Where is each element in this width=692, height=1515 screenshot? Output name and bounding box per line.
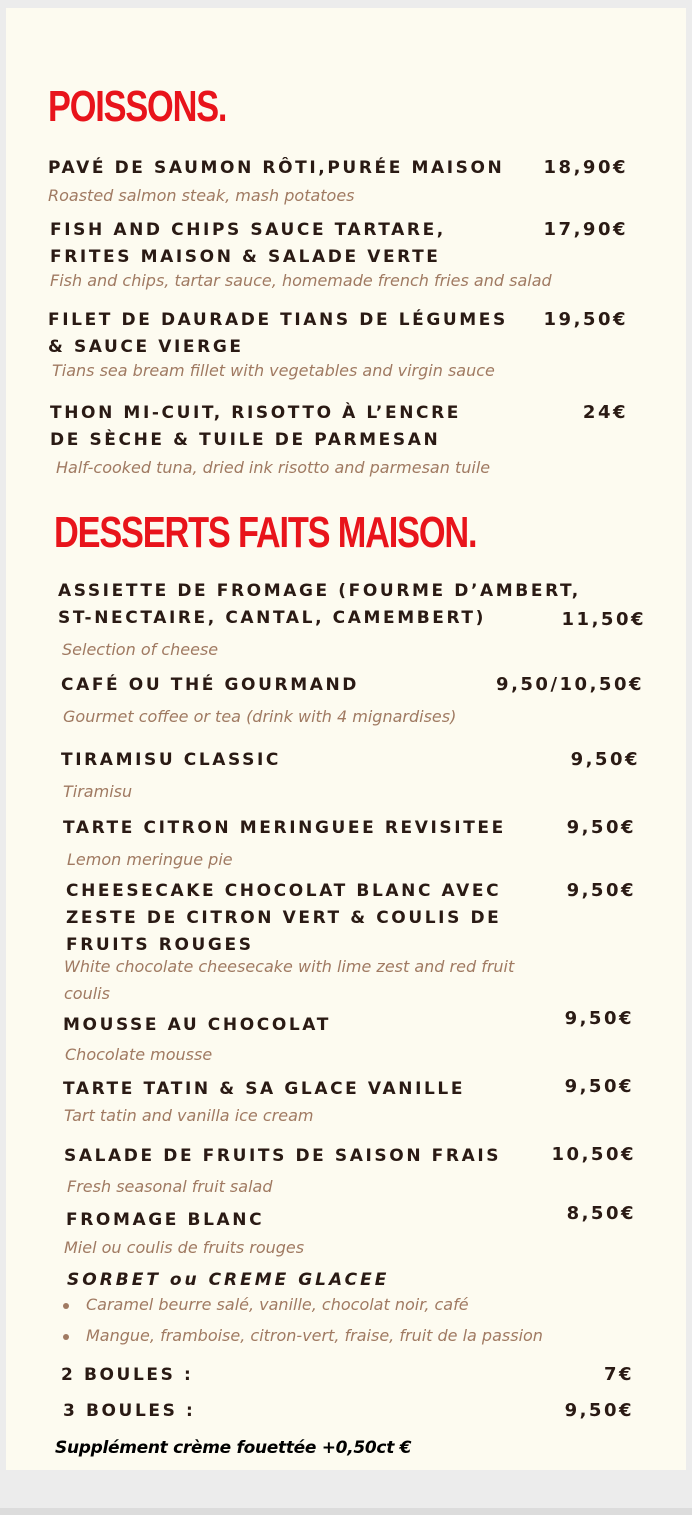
item-description: Lemon meringue pie	[67, 850, 233, 869]
item-name: TARTE CITRON MERINGUEE REVISITEE	[63, 818, 506, 838]
option-price: 7€	[603, 1364, 634, 1385]
item-price: 9,50€	[564, 1008, 634, 1029]
supplement-note: Supplément crème fouettée +0,50ct €	[55, 1438, 412, 1458]
option-label: 3 BOULES :	[63, 1401, 196, 1421]
item-price: 9,50€	[566, 817, 636, 838]
item-price: 11,50€	[561, 609, 646, 630]
item-name: FROMAGE BLANC	[66, 1210, 265, 1230]
item-name: FRUITS ROUGES	[66, 935, 254, 955]
item-price: 8,50€	[566, 1203, 636, 1224]
item-name: TIRAMISU CLASSIC	[61, 750, 281, 770]
item-name: MOUSSE AU CHOCOLAT	[63, 1015, 331, 1035]
item-name: TARTE TATIN & SA GLACE VANILLE	[63, 1079, 466, 1099]
item-name: CAFÉ OU THÉ GOURMAND	[61, 675, 360, 695]
item-name: FISH AND CHIPS SAUCE TARTARE,	[50, 220, 446, 240]
item-description: Tart tatin and vanilla ice cream	[64, 1106, 314, 1125]
item-description: coulis	[64, 984, 110, 1003]
item-price: 9,50/10,50€	[496, 674, 644, 695]
item-name: SALADE DE FRUITS DE SAISON FRAIS	[64, 1146, 502, 1166]
item-price: 18,90€	[543, 157, 628, 178]
item-description: Gourmet coffee or tea (drink with 4 mignardises)	[63, 707, 457, 726]
item-description: Selection of cheese	[62, 640, 219, 659]
item-price: 19,50€	[543, 309, 628, 330]
item-price: 9,50€	[566, 880, 636, 901]
item-name: DE SÈCHE & TUILE DE PARMESAN	[50, 430, 441, 450]
item-name: ASSIETTE DE FROMAGE (FOURME D’AMBERT,	[58, 581, 581, 601]
item-name: THON MI-CUIT, RISOTTO À L’ENCRE	[50, 403, 462, 423]
page-edge	[0, 1508, 692, 1515]
item-name: FRITES MAISON & SALADE VERTE	[50, 247, 441, 267]
flavor-text: Mangue, framboise, citron-vert, fraise, fruit de la passion	[86, 1326, 543, 1345]
item-description: Chocolate mousse	[65, 1045, 213, 1064]
item-price: 9,50€	[564, 1076, 634, 1097]
item-name: & SAUCE VIERGE	[48, 337, 244, 357]
item-name: ZESTE DE CITRON VERT & COULIS DE	[66, 908, 502, 928]
item-description: Half-cooked tuna, dried ink risotto and parmesan tuile	[56, 458, 491, 477]
item-description: Roasted salmon steak, mash potatoes	[48, 186, 355, 205]
item-name: PAVÉ DE SAUMON RÔTI,PURÉE MAISON	[48, 158, 505, 178]
item-description: White chocolate cheesecake with lime zest and red fruit	[64, 957, 515, 976]
flavor-text: Caramel beurre salé, vanille, chocolat noir, café	[86, 1295, 469, 1314]
item-name: CHEESECAKE CHOCOLAT BLANC AVEC	[66, 881, 502, 901]
item-price: 10,50€	[551, 1144, 636, 1165]
bullet-icon	[63, 1334, 69, 1340]
item-name: FILET DE DAURADE TIANS DE LÉGUMES	[48, 310, 508, 330]
flavor-list-item	[63, 1326, 543, 1345]
sorbet-title: SORBET ou CREME GLACEE	[67, 1270, 390, 1290]
item-description: Tians sea bream fillet with vegetables and virgin sauce	[52, 361, 495, 380]
section-title-poissons: POISSONS.	[48, 82, 227, 131]
menu-page	[6, 8, 686, 1470]
item-description: Miel ou coulis de fruits rouges	[64, 1238, 305, 1257]
item-description: Fish and chips, tartar sauce, homemade french fries and salad	[50, 271, 552, 290]
item-name: ST-NECTAIRE, CANTAL, CAMEMBERT)	[58, 608, 486, 628]
bullet-icon	[63, 1303, 69, 1309]
section-title-desserts: DESSERTS FAITS MAISON.	[54, 508, 477, 557]
item-description: Tiramisu	[63, 782, 133, 801]
item-price: 9,50€	[570, 749, 640, 770]
flavor-list-item	[63, 1295, 469, 1314]
item-price: 17,90€	[543, 219, 628, 240]
item-price: 24€	[582, 402, 628, 423]
option-label: 2 BOULES :	[61, 1365, 194, 1385]
item-description: Fresh seasonal fruit salad	[67, 1177, 273, 1196]
option-price: 9,50€	[564, 1400, 634, 1421]
